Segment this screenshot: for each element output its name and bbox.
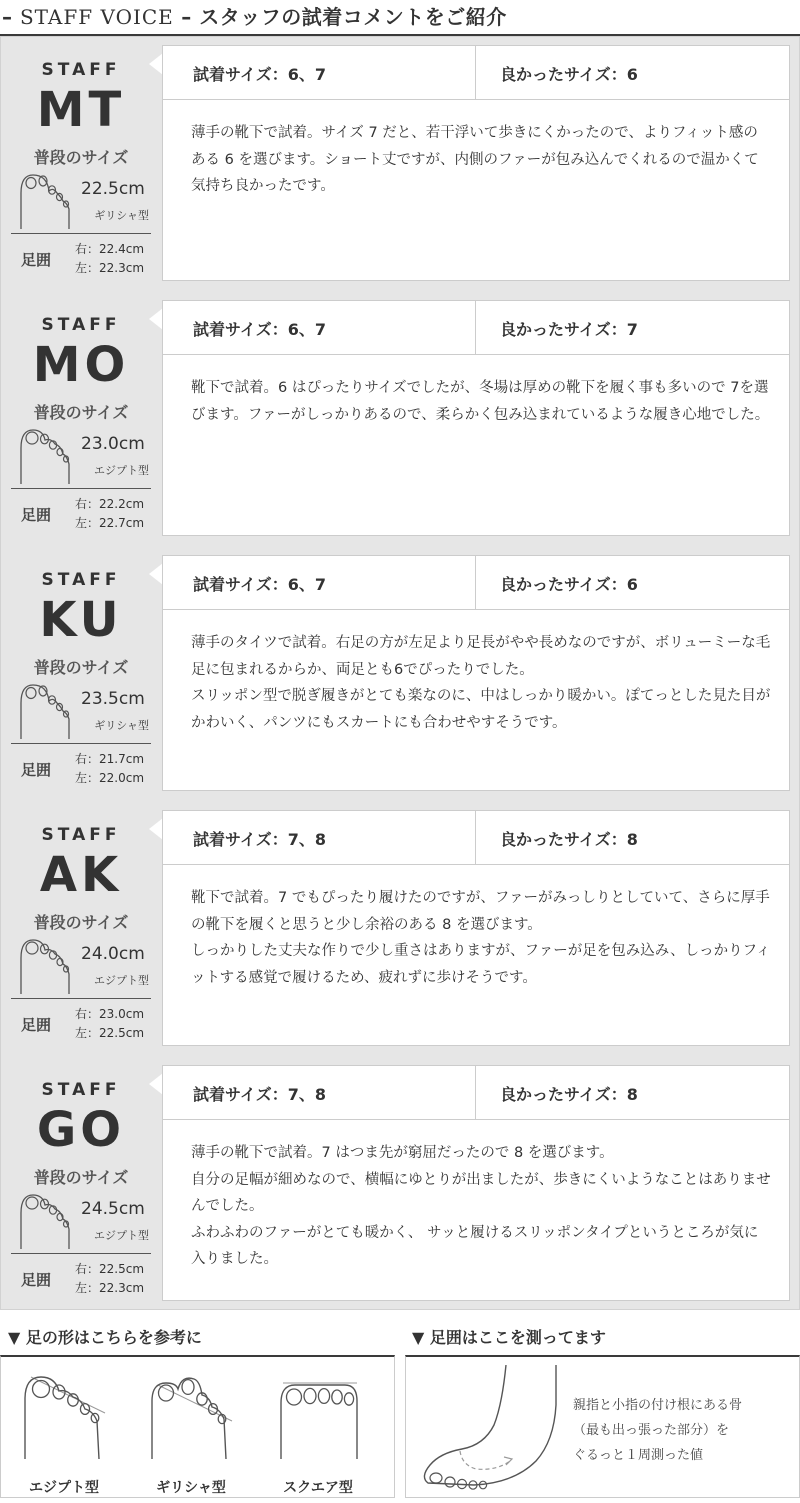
staff-initials: KU [39,592,123,648]
girth-values [75,240,144,278]
usual-size-value: 24.5cm [81,1199,145,1219]
staff-label: STAFF [41,315,121,335]
divider [475,811,476,865]
staff-initials: MT [36,82,126,138]
shape-label: エジプト型 [29,1480,99,1496]
staff-profile [11,292,151,547]
good-size: 良かったサイズ：6 [500,575,638,594]
comment-card [162,300,790,536]
usual-size-label: 普段のサイズ [33,658,129,677]
egyptian-foot-icon [17,426,73,484]
divider [11,743,151,744]
good-size: 良かったサイズ：8 [500,1085,638,1104]
egyptian-foot-icon [17,1191,73,1249]
tried-size: 試着サイズ：6、7 [193,65,326,84]
speech-bubble-tail [149,53,163,75]
speech-bubble-tail [149,1073,163,1095]
divider [475,301,476,355]
square-foot-icon [273,1371,365,1459]
girth-left: 左：22.3cm [75,1281,145,1295]
foot-type: ギリシャ型 [94,719,149,732]
usual-size-label: 普段のサイズ [33,1168,129,1187]
divider [11,998,151,999]
page-header [0,0,800,36]
staff-profile [11,37,151,292]
girth-label: 足囲 [21,761,52,779]
staff-profile [11,802,151,1057]
girth-label: 足囲 [21,251,52,269]
staff-review [1,37,800,292]
staff-profile [11,547,151,802]
card-header [163,1066,789,1120]
girth-right: 右：22.4cm [75,242,145,256]
girth-left: 左：22.5cm [75,1026,145,1040]
divider [475,1066,476,1120]
card-header [163,556,789,610]
staff-label: STAFF [41,570,121,590]
girth-guide-heading: ▼ 足囲はここを測ってます [412,1328,606,1347]
foot-shape-heading: ▼ 足の形はこちらを参考に [8,1328,202,1347]
usual-size-label: 普段のサイズ [33,403,129,422]
staff-initials: AK [39,847,123,903]
staff-label: STAFF [41,1080,121,1100]
usual-size-value: 24.0cm [81,944,145,964]
divider [475,46,476,100]
speech-bubble-tail [149,308,163,330]
foot-type: エジプト型 [94,1229,149,1242]
girth-right: 右：22.2cm [75,497,145,511]
girth-values [75,1260,144,1298]
comment-card [162,555,790,791]
speech-bubble-tail [149,563,163,585]
comment-card [162,45,790,281]
shape-label: スクエア型 [283,1480,353,1496]
good-size: 良かったサイズ：7 [500,320,638,339]
egyptian-foot-icon [19,1371,111,1459]
divider [11,1253,151,1254]
staff-initials: MO [32,337,130,393]
comment-text: 靴下で試着。6 はぴったりサイズでしたが、冬場は厚めの靴下を履く事も多いので 7を選びます。ファーがしっかりあるので、柔らかく包み込まれているような履き心地でした。 [191,380,770,423]
girth-guide [405,1355,800,1498]
greek-foot-icon [17,171,73,229]
girth-left: 左：22.7cm [75,516,145,530]
comment-text: 薄手の靴下で試着。サイズ 7 だと、若干浮いて歩きにくかったので、よりフィット感のある 6 を選びます。ショート丈ですが、内側のファーが包み込んでくれるので温かくて気持ち良かったです。 [191,125,759,194]
foot-type: エジプト型 [94,464,149,477]
girth-right: 右：21.7cm [75,752,145,766]
staff-initials: GO [36,1102,126,1158]
tried-size: 試着サイズ：7、8 [193,830,326,849]
usual-size-value: 23.5cm [81,689,145,709]
tried-size: 試着サイズ：6、7 [193,575,326,594]
good-size: 良かったサイズ：6 [500,65,638,84]
greek-foot-icon [17,681,73,739]
card-header [163,46,789,100]
usual-size-value: 23.0cm [81,434,145,454]
card-header [163,811,789,865]
girth-right: 右：23.0cm [75,1007,145,1021]
girth-values [75,750,144,788]
speech-bubble-tail [149,818,163,840]
egyptian-foot-icon [17,936,73,994]
staff-review [1,547,800,802]
card-header [163,301,789,355]
title-jp: スタッフの試着コメントをご紹介 [199,5,507,29]
tried-size: 試着サイズ：7、8 [193,1085,326,1104]
foot-type: エジプト型 [94,974,149,987]
shape-label: ギリシャ型 [156,1480,226,1496]
tried-size: 試着サイズ：6、7 [193,320,326,339]
girth-right: 右：22.5cm [75,1262,145,1276]
good-size: 良かったサイズ：8 [500,830,638,849]
foot-girth-icon [414,1365,564,1493]
divider [11,233,151,234]
girth-left: 左：22.3cm [75,261,145,275]
comment-text: 薄手の靴下で試着。7 はつま先が窮屈だったので 8 を選びます。 自分の足幅が細めなので、横幅にゆとりが出ましたが、歩きにくいようなことはありませんでした。 ふわふわのファーがとても暖かく、 サッと履けるスリッポンタイプというところが気に入りました。 [191,1145,771,1267]
divider [11,488,151,489]
girth-label: 足囲 [21,506,52,524]
staff-profile [11,1057,151,1312]
usual-size-value: 22.5cm [81,179,145,199]
title-en: STAFF VOICE [19,5,174,29]
staff-review [1,1057,800,1312]
greek-foot-icon [146,1371,238,1459]
comment-text: 靴下で試着。7 でもぴったり履けたのですが、ファーがみっしりとしていて、さらに厚手の靴下を履くと思うと少し余裕のある 8 を選びます。 しっかりした丈夫な作りで少し重さはありますが、ファーが足を包み込み、しっかりフィットする感覚で履けるため、疲れずに歩けそうです。 [191,890,771,986]
comment-card [162,1065,790,1301]
staff-label: STAFF [41,60,121,80]
girth-values [75,1005,144,1043]
foot-shape-guide [0,1355,395,1498]
girth-left: 左：22.0cm [75,771,145,785]
girth-values [75,495,144,533]
girth-label: 足囲 [21,1271,52,1289]
staff-review [1,802,800,1057]
girth-label: 足囲 [21,1016,52,1034]
usual-size-label: 普段のサイズ [33,913,129,932]
foot-type: ギリシャ型 [94,209,149,222]
usual-size-label: 普段のサイズ [33,148,129,167]
staff-review [1,292,800,547]
staff-review-list [0,36,800,1310]
girth-note: 親指と小指の付け根にある骨 （最も出っ張った部分）を ぐるっと１周測った値 [573,1398,743,1463]
divider [475,556,476,610]
page-title: – STAFF VOICE – スタッフの試着コメントをご紹介 [2,5,507,29]
staff-label: STAFF [41,825,121,845]
comment-text: 薄手のタイツで試着。右足の方が左足より足長がやや長めなのですが、ボリューミーな毛足に包まれるからか、両足とも6でぴったりでした。 スリッポン型で脱ぎ履きがとても楽なのに、中はしっかり暖かい。ぽてっとした見た目がかわいく、パンツにもスカートにも合わせやすそうです。 [191,635,771,731]
comment-card [162,810,790,1046]
